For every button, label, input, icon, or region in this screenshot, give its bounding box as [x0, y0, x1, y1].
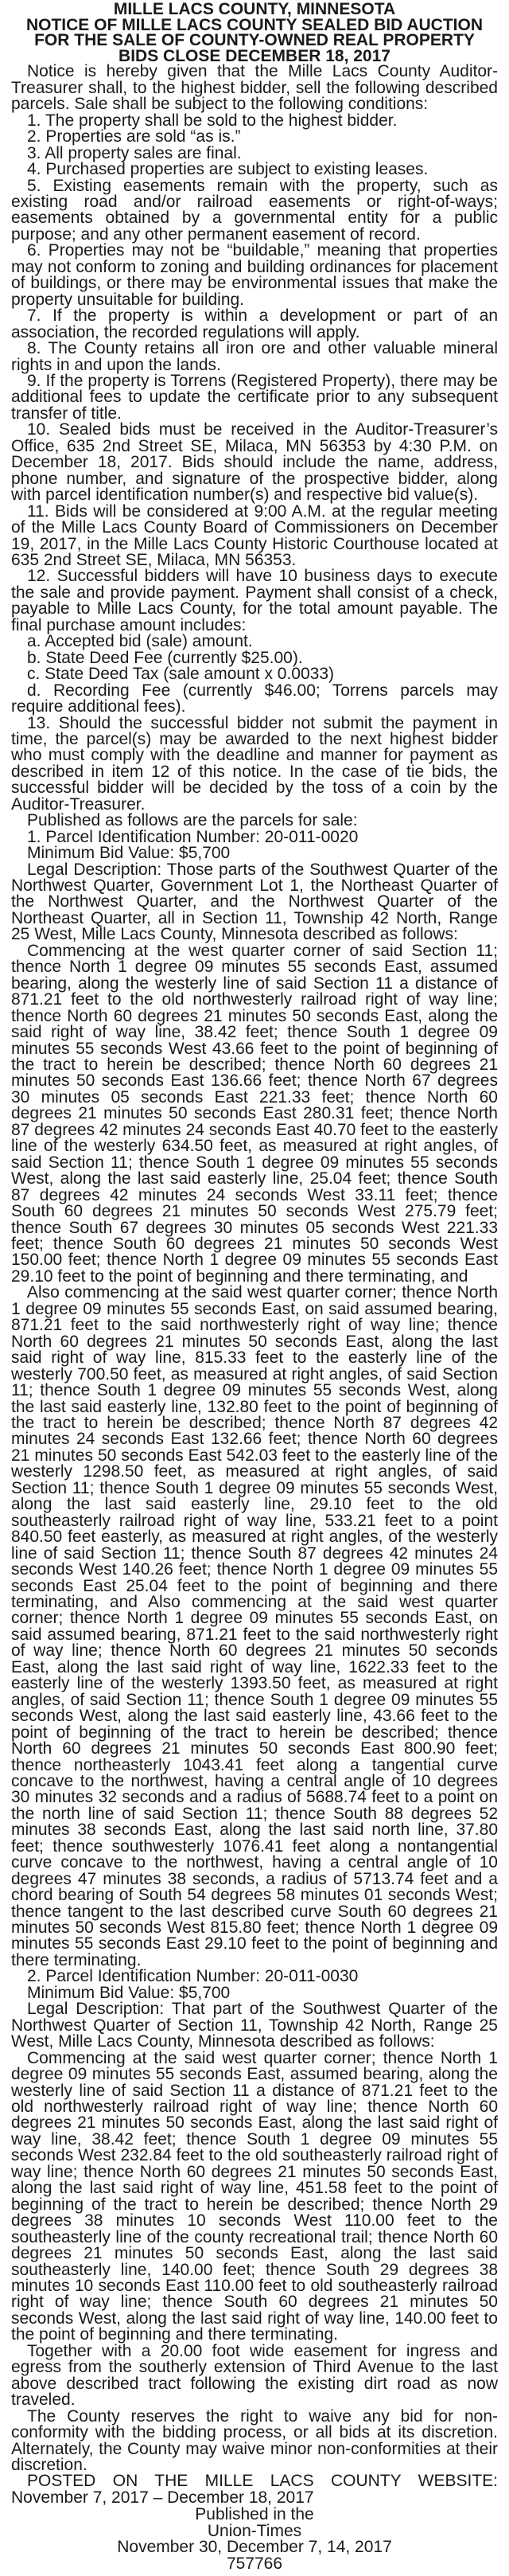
- notice-title: [11, 2, 498, 64]
- notice-body: [11, 64, 498, 2506]
- parcel-1-min-bid: Minimum Bid Value: $5,700: [27, 844, 231, 863]
- purchase-item-d: d. Recording Fee (currently $46.00; Torrens parcels may require additional fees).: [11, 681, 498, 716]
- footer-ad-number: 757766: [226, 2554, 283, 2573]
- title-sale: FOR THE SALE OF COUNTY-OWNED REAL PROPERTY: [34, 31, 475, 50]
- condition-9: 9. If the property is Torrens (Registered Property), there may be additional fees to update the certificate prior to any subsequent transfer of title.: [11, 371, 498, 423]
- condition-1: 1. The property shall be sold to the highest bidder.: [27, 111, 398, 130]
- posted-paragraph: POSTED ON THE MILLE LACS COUNTY WEBSITE: November 7, 2017 – December 18, 2017: [11, 2472, 498, 2507]
- condition-8: 8. The County retains all iron ore and other valuable mineral rights in and upon the lands.: [11, 339, 498, 374]
- condition-4: 4. Purchased properties are subject to existing leases.: [27, 160, 429, 179]
- condition-10: 10. Sealed bids must be received in the Auditor-Treasurer’s Office, 635 2nd Street SE, Milaca, MN 56353 by 4:30 P.M. on December 18, 2017. Bids should include the name, address, phone number, and signature of the prospective bidder, along with parcel identification number(s) and respective bid value(s).: [11, 420, 498, 505]
- parcel-1-pin: 1. Parcel Identification Number: 20-011-0020: [27, 827, 359, 846]
- condition-13: 13. Should the successful bidder not submit the payment in time, the parcel(s) may be awarded to the next highest bidder who must comply with the deadline and manner for payment as described in item 12 of this notice. In the case of tie bids, the successful bidder will be decided by the toss of a coin by the Auditor-Treasurer.: [11, 713, 498, 814]
- parcels-intro: Published as follows are the parcels for sale:: [27, 811, 358, 830]
- parcel-1-tract-a: Commencing at the west quarter corner of said Section 11; thence North 1 degree 09 minutes 55 seconds East, assumed bearing, along the westerly line of said Section 11 a distance of 871.21 feet to the old northwesterly railroad right of way line; thence North 60 degrees 21 minutes 50 seconds East, along the said right of way line, 38.42 feet; thence South 1 degree 09 minutes 55 seconds West 43.66 feet to the point of beginning of the tract to herein be described; thence North 60 degrees 21 minutes 50 seconds East 136.66 feet; thence North 67 degrees 30 minutes 05 seconds East 221.33 feet; thence North 60 degrees 21 minutes 50 seconds East 280.31 feet; thence North 87 degrees 42 minutes 24 seconds East 40.70 feet to the easterly line of the westerly 634.50 feet, as measured at right angles, of said Section 11; thence South 1 degree 09 minutes 55 seconds West, along the last said easterly line, 25.04 feet; thence South 87 degrees 42 minutes 24 seconds West 33.11 feet; thence South 60 degrees 21 minutes 50 seconds West 275.79 feet; thence South 67 degrees 30 minutes 05 seconds West 221.33 feet; thence South 60 degrees 21 minutes 50 seconds West 150.00 feet; thence North 1 degree 09 minutes 55 seconds East 29.10 feet to the point of beginning and there terminating, and: [11, 941, 498, 1286]
- parcel-1-tract-b: Also commencing at the said west quarter corner; thence North 1 degree 09 minutes 55 seconds East, on said assumed bearing, 871.21 feet to the said northwesterly right of way line; thence North 60 degrees 21 minutes 50 seconds East, along the last said right of way line, 815.33 feet to the easterly line of the westerly 700.50 feet, as measured at right angles, of said Section 11; thence South 1 degree 09 minutes 55 seconds West, along the last said easterly line, 132.80 feet to the point of beginning of the tract to herein be described; thence North 87 degrees 42 minutes 24 seconds East 132.66 feet; thence North 60 degrees 21 minutes 50 seconds East 542.03 feet to the easterly line of the westerly 1298.50 feet, as measured at right angles, of said Section 11; thence South 1 degree 09 minutes 55 seconds West, along the last said easterly line, 29.10 feet to the old southeasterly railroad right of way line, 533.21 feet to a point 840.50 feet easterly, as measured at right angles, of the westerly line of said Section 11; thence South 87 degrees 42 minutes 24 seconds West 140.26 feet; thence North 1 degree 09 minutes 55 seconds East 25.04 feet to the point of beginning and there terminating, and Also commencing at the said west quarter corner; thence North 1 degree 09 minutes 55 seconds East, on said assumed bearing, 871.21 feet to the said northwesterly right of way line; thence North 60 degrees 21 minutes 50 seconds East, along the last said right of way line, 1622.33 feet to the easterly line of the westerly 1393.50 feet, as measured at right angles, of said Section 11; thence South 1 degree 09 minutes 55 seconds West, along the last said easterly line, 43.66 feet to the point of beginning of the tract to herein be described; thence North 60 degrees 21 minutes 50 seconds East 800.90 feet; thence northeasterly 1043.41 feet along a tangential curve concave to the northwest, having a central angle of 10 degrees 30 minutes 32 seconds and a radius of 5688.74 feet to a point on the north line of said Section 11; thence South 88 degrees 52 minutes 38 seconds East, along the last said north line, 37.80 feet; thence southwesterly 1076.41 feet along a nontangential curve concave to the northwest, having a central angle of 10 degrees 47 minutes 38 seconds, a radius of 5713.74 feet and a chord bearing of South 54 degrees 58 minutes 01 seconds West; thence tangent to the last described curve South 60 degrees 21 minutes 50 seconds West 815.80 feet; thence North 1 degree 09 minutes 55 seconds East 29.10 feet to the point of beginning and there terminating.: [11, 1283, 498, 1969]
- condition-3: 3. All property sales are final.: [27, 143, 242, 162]
- condition-11: 11. Bids will be considered at 9:00 A.M. at the regular meeting of the Mille Lacs County Board of Commissioners on December 19, 2017, in the Mille Lacs County Historic Courthouse located at 635 2nd Street SE, Milaca, MN 56353.: [11, 502, 498, 569]
- intro-paragraph: Notice is hereby given that the Mille Lacs County Auditor-Treasurer shall, to the highest bidder, sell the following described parcels. Sale shall be subject to the following conditions:: [11, 62, 498, 114]
- purchase-item-a: a. Accepted bid (sale) amount.: [27, 632, 253, 651]
- publication-footer: [11, 2507, 498, 2572]
- title-notice: NOTICE OF MILLE LACS COUNTY SEALED BID AUCTION: [25, 15, 483, 34]
- easement-paragraph: Together with a 20.00 foot wide easement for ingress and egress from the southerly extension of Third Avenue to the last above described tract following the existing dirt road as now traveled.: [11, 2341, 498, 2410]
- condition-5: 5. Existing easements remain with the property, such as existing road and/or railroad easements or right-of-ways; easements obtained by a governmental entity for a public purpose; and any other permanent easement of record.: [11, 176, 498, 244]
- title-bids-close: BIDS CLOSE DECEMBER 18, 2017: [119, 46, 390, 65]
- footer-published-in: Published in the: [195, 2505, 314, 2524]
- footer-dates: November 30, December 7, 14, 2017: [117, 2538, 392, 2557]
- parcel-2-min-bid: Minimum Bid Value: $5,700: [27, 1983, 231, 2002]
- condition-2: 2. Properties are sold “as is.”: [27, 127, 241, 146]
- parcel-1-legal-description: Legal Description: Those parts of the Southwest Quarter of the Northwest Quarter, Government Lot 1, the Northeast Quarter of the Northwest Quarter, and the Northwest Quarter of the Northeast Quarter, all in Section 11, Township 42 North, Range 25 West, Mille Lacs County, Minnesota described as follows:: [11, 860, 498, 944]
- purchase-item-c: c. State Deed Tax (sale amount x 0.0033): [27, 665, 334, 684]
- title-county: MILLE LACS COUNTY, MINNESOTA: [113, 0, 396, 18]
- purchase-item-b: b. State Deed Fee (currently $25.00).: [27, 648, 303, 667]
- condition-7: 7. If the property is within a development or part of an association, the recorded regulations will apply.: [11, 306, 498, 342]
- parcel-2-pin: 2. Parcel Identification Number: 20-011-0030: [27, 1967, 359, 1986]
- parcel-2-legal-description: Legal Description: That part of the Southwest Quarter of the Northwest Quarter of Section 11, Township 42 North, Range 25 West, Mille Lacs County, Minnesota described as follows:: [11, 2000, 498, 2051]
- condition-12: 12. Successful bidders will have 10 business days to execute the sale and provide payment. Payment shall consist of a check, payable to Mille Lacs County, for the total amount payable. The final purchase amount includes:: [11, 567, 498, 634]
- parcel-2-tract: Commencing at the said west quarter corner; thence North 1 degree 09 minutes 55 seconds East, assumed bearing, along the westerly line of said Section 11 a distance of 871.21 feet to the old northwesterly railroad right of way line; thence North 60 degrees 21 minutes 50 seconds East, along the last said right of way line, 38.42 feet; thence South 1 degree 09 minutes 55 seconds West 232.84 feet to the old southeasterly railroad right of way line; thence North 60 degrees 21 minutes 50 seconds East, along the last said right of way line, 451.58 feet to the point of beginning of the tract to herein be described; thence North 29 degrees 38 minutes 10 seconds West 110.00 feet to the southeasterly line of the county recreational trail; thence North 60 degrees 21 minutes 50 seconds East, along the last said southeasterly line, 140.00 feet; thence South 29 degrees 38 minutes 10 seconds East 110.00 feet to old southeasterly railroad right of way line; thence South 60 degrees 21 minutes 50 seconds West, along the last said right of way line, 140.00 feet to the point of beginning and there terminating.: [11, 2048, 498, 2344]
- reservation-paragraph: The County reserves the right to waive any bid for non-conformity with the bidding process, or all bids at its discretion. Alternately, the County may waive minor non-conformities at their discretion.: [11, 2406, 498, 2474]
- footer-newspaper: Union-Times: [207, 2521, 302, 2540]
- condition-6: 6. Properties may not be “buildable,” meaning that properties may not conform to zoning and building ordinances for placement of buildings, or there may be environmental issues that make the property unsuitable for building.: [11, 241, 498, 309]
